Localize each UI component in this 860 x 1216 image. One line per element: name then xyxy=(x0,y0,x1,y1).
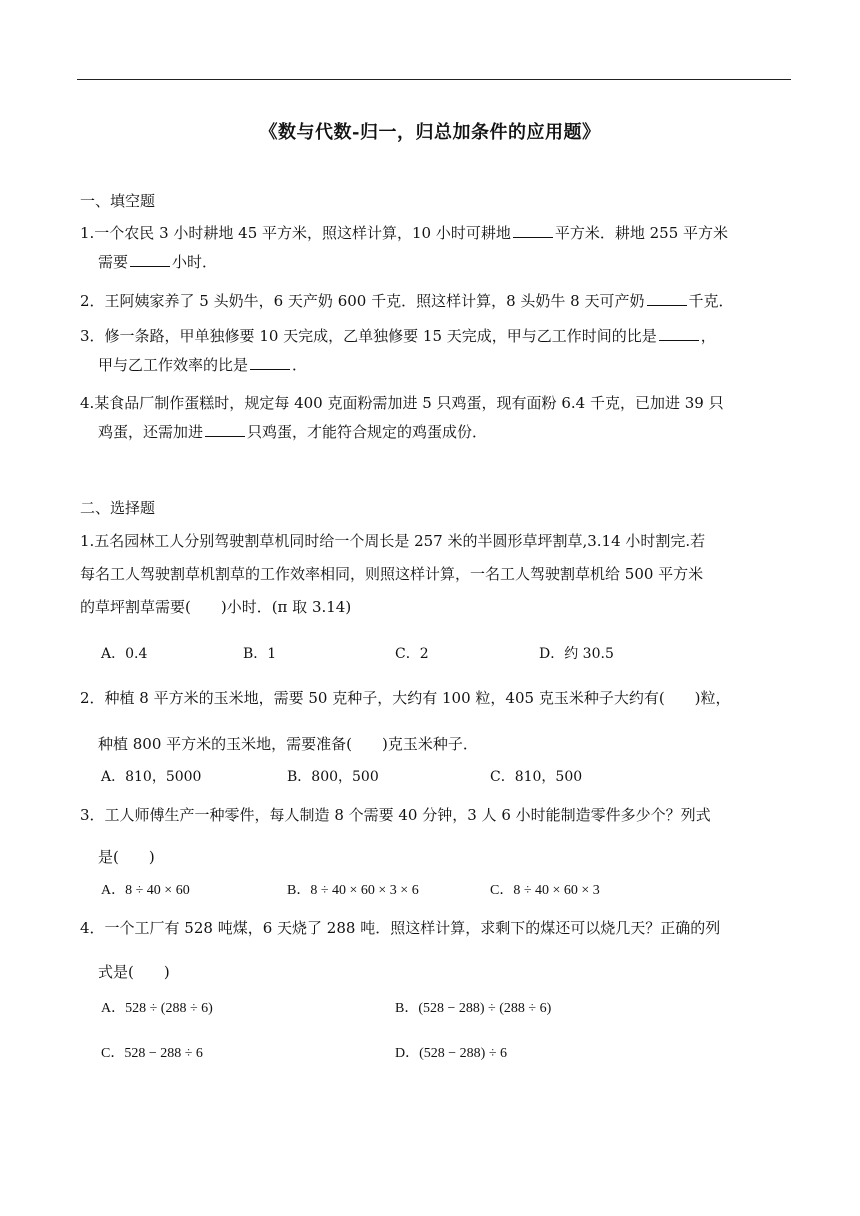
answer-blank[interactable] xyxy=(647,291,687,306)
option-b[interactable]: B．8 ÷ 40 × 60 × 3 × 6 xyxy=(287,883,419,898)
option-b[interactable]: B．1 xyxy=(243,646,277,662)
option-c[interactable]: C．528 − 288 ÷ 6 xyxy=(101,1046,203,1061)
choice-question-1: 1.五名园林工人分别驾驶割草机同时给一个周长是 257 米的半圆形草坪割草,3.14 小时割完.若 每名工人驾驶割草机割草的工作效率相同，则照这样计算，一名工人驾驶割草机给 500 平方米 的草坪割草需要( )小时．(π 取 3.14) xyxy=(80,532,706,616)
answer-blank[interactable] xyxy=(250,355,290,370)
option-c[interactable]: C．2 xyxy=(395,646,429,662)
option-a[interactable]: A．810，5000 xyxy=(101,769,202,785)
fill-question-4: 4.某食品厂制作蛋糕时，规定每 400 克面粉需加进 5 只鸡蛋，现有面粉 6.4 千克，已加进 39 只 鸡蛋，还需加进 只鸡蛋，才能符合规定的鸡蛋成份． xyxy=(80,394,724,441)
option-c[interactable]: C．8 ÷ 40 × 60 × 3 xyxy=(490,883,600,898)
option-b[interactable]: B．(528 − 288) ÷ (288 ÷ 6) xyxy=(395,1001,552,1016)
option-a[interactable]: A．8 ÷ 40 × 60 xyxy=(101,883,190,898)
choice-question-4: 4．一个工厂有 528 吨煤，6 天烧了 288 吨．照这样计算，求剩下的煤还可以烧几天？正确的列 式是( ) xyxy=(80,919,721,981)
header-rule xyxy=(77,79,791,80)
answer-blank[interactable] xyxy=(659,326,699,341)
answer-blank[interactable] xyxy=(130,252,170,267)
choice-question-2: 2．种植 8 平方米的玉米地，需要 50 克种子，大约有 100 粒，405 克玉米种子大约有( )粒， 种植 800 平方米的玉米地，需要准备( )克玉米种子． xyxy=(80,689,731,753)
section-heading-multiple-choice: 二、选择题 xyxy=(80,499,156,517)
fill-question-3: 3．修一条路，甲单独修要 10 天完成，乙单独修要 15 天完成，甲与乙工作时间的比是 ， 甲与乙工作效率的比是 ． xyxy=(80,327,716,374)
option-b[interactable]: B．800，500 xyxy=(287,769,379,785)
option-c[interactable]: C．810，500 xyxy=(490,769,583,785)
answer-blank[interactable] xyxy=(205,422,245,437)
choice-question-3: 3．工人师傅生产一种零件，每人制造 8 个需要 40 分钟，3 人 6 小时能制造零件多少个？列式 是( ) xyxy=(80,806,711,866)
fill-question-2: 2．王阿姨家养了 5 头奶牛，6 天产奶 600 千克．照这样计算，8 头奶牛 8 天可产奶 千克． xyxy=(80,292,734,310)
page-title: 《数与代数-归一，归总加条件的应用题》 xyxy=(259,122,601,143)
answer-blank[interactable] xyxy=(513,223,553,238)
section-heading-fill-in: 一、填空题 xyxy=(80,192,156,210)
option-a[interactable]: A．0.4 xyxy=(101,646,148,662)
option-d[interactable]: D．(528 − 288) ÷ 6 xyxy=(395,1046,508,1061)
option-d[interactable]: D．约 30.5 xyxy=(539,646,614,662)
fill-question-1: 1.一个农民 3 小时耕地 45 平方米，照这样计算，10 小时可耕地 平方米．耕地 255 平方米 需要 小时． xyxy=(80,224,729,271)
option-a[interactable]: A．528 ÷ (288 ÷ 6) xyxy=(101,1001,213,1016)
